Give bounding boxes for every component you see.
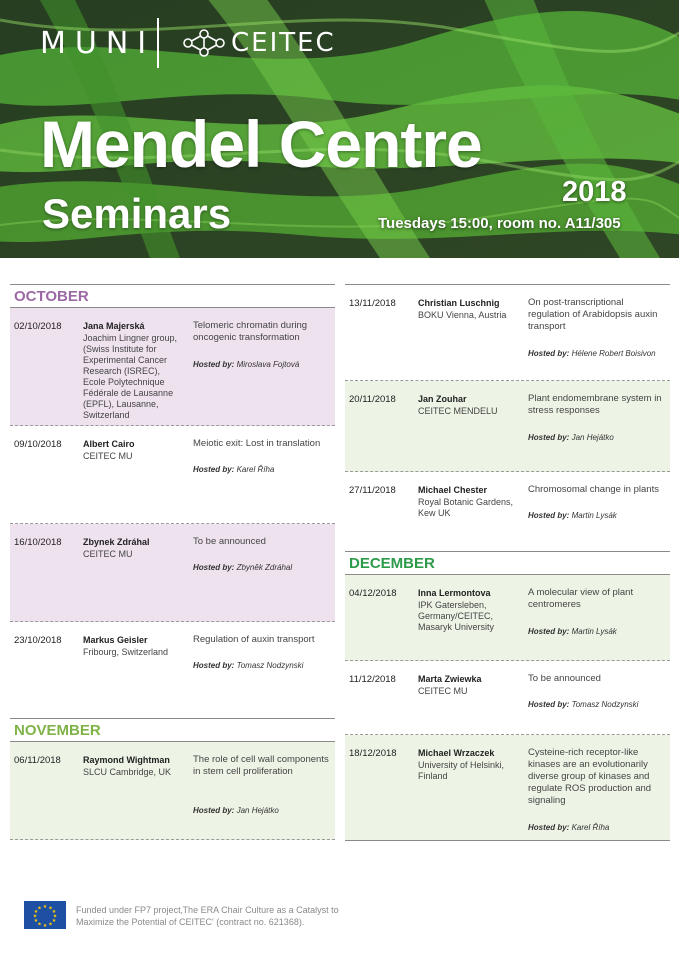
seminar-entry — [345, 285, 670, 381]
host-name: Zbyněk Zdráhal — [236, 563, 293, 572]
seminar-topic: A molecular view of plant centromeres — [528, 587, 634, 610]
svg-text:★: ★ — [51, 918, 57, 924]
seminar-date: 23/10/2018 — [14, 635, 62, 646]
seminar-entry — [10, 426, 335, 524]
host-name: Martin Lysák — [571, 511, 617, 520]
speaker-name: Jan Zouhar — [418, 394, 467, 404]
speaker-affiliation: CEITEC MU — [418, 686, 468, 696]
speaker-name: Christian Luschnig — [418, 298, 500, 308]
seminar-entry — [10, 622, 335, 718]
ceitec-logo: CEITEC — [231, 28, 336, 58]
funding-notice: Funded under FP7 project‚The ERA Chair Culture as a Catalyst to Maximize the Potential of CEITEC' (contract no. 621368). — [76, 905, 339, 927]
speaker-name: Zbynek Zdráhal — [83, 537, 150, 547]
seminar-entry — [10, 742, 335, 840]
seminar-host — [528, 432, 668, 443]
seminar-host — [193, 464, 333, 475]
svg-text:★: ★ — [42, 904, 48, 910]
speaker-name: Raymond Wightman — [83, 755, 170, 765]
svg-text:★: ★ — [52, 913, 58, 920]
year-label: 2018 — [562, 176, 627, 208]
seminar-date: 06/11/2018 — [14, 755, 61, 766]
seminar-topic: Cysteine-rich receptor-like kinases are an evolutionarily diverse group of kinases and regulate ROS production and signaling — [528, 747, 652, 806]
seminar-entry — [345, 661, 670, 735]
seminar-date: 20/11/2018 — [349, 394, 396, 405]
speaker-affiliation: CEITEC MU — [83, 451, 133, 461]
seminar-entry — [345, 735, 670, 841]
speaker-name: Jana Majerská — [83, 321, 145, 331]
host-name: Karel Říha — [236, 465, 275, 474]
host-name: Tomasz Nodzynski — [571, 700, 639, 709]
hosted-by-label: Hosted by: — [193, 360, 235, 369]
hosted-by-label: Hosted by: — [528, 700, 570, 709]
muni-logo: MUNI — [40, 26, 156, 61]
schedule-info: Tuesdays 15:00, room no. A11/305 — [378, 215, 621, 232]
svg-text:★: ★ — [33, 918, 39, 924]
seminar-date: 04/12/2018 — [349, 588, 397, 599]
seminar-topic: Telomeric chromatin during oncogenic transformation — [193, 320, 308, 343]
speaker-affiliation: BOKU Vienna, Austria — [418, 310, 507, 320]
host-name: Jan Hejátko — [571, 433, 614, 442]
seminar-host — [193, 805, 333, 816]
hosted-by-label: Hosted by: — [528, 511, 570, 520]
seminar-date: 13/11/2018 — [349, 298, 396, 309]
svg-text:★: ★ — [37, 905, 42, 912]
svg-text:★: ★ — [48, 921, 53, 928]
host-name: Miroslava Fojtová — [236, 360, 300, 369]
seminar-date: 11/12/2018 — [349, 674, 396, 685]
seminar-host — [528, 348, 668, 359]
hosted-by-label: Hosted by: — [528, 433, 570, 442]
hosted-by-label: Hosted by: — [193, 806, 235, 815]
svg-text:★: ★ — [42, 923, 48, 929]
host-name: Hélene Robert Boisivon — [571, 349, 656, 358]
seminar-host — [528, 510, 668, 521]
speaker-name: Albert Cairo — [83, 439, 135, 449]
seminar-topic: To be announced — [528, 673, 601, 684]
speaker-affiliation: Royal Botanic Gardens, Kew UK — [418, 497, 514, 518]
hosted-by-label: Hosted by: — [528, 349, 570, 358]
seminar-date: 18/12/2018 — [349, 748, 397, 759]
speaker-affiliation: Joachim Lingner group, (Swiss Institute for Experimental Cancer Research (ISREC), Ecole Polytechnique Fédérale de Lausanne (EPFL), Lausanne, Switzerland — [83, 333, 178, 420]
speaker-affiliation: SLCU Cambridge, UK — [83, 767, 172, 777]
eu-flag-icon — [24, 901, 66, 929]
svg-text:★: ★ — [48, 905, 53, 912]
seminar-topic: Meiotic exit: Lost in translation — [193, 438, 321, 449]
speaker-name: Inna Lermontova — [418, 588, 491, 598]
seminar-topic: The role of cell wall components in stem cell proliferation — [193, 754, 329, 777]
seminar-entry — [345, 472, 670, 551]
seminar-entry — [10, 524, 335, 622]
seminar-host — [528, 626, 668, 637]
seminar-entry — [10, 308, 335, 426]
right-column — [345, 284, 670, 841]
seminar-entry — [345, 381, 670, 472]
host-name: Tomasz Nodzynski — [236, 661, 304, 670]
seminar-date: 16/10/2018 — [14, 537, 62, 548]
seminar-topic: Chromosomal change in plants — [528, 484, 659, 495]
seminar-topic: On post-transcriptional regulation of Arabidopsis auxin transport — [528, 297, 658, 332]
speaker-name: Michael Wrzaczek — [418, 748, 495, 758]
speaker-affiliation: Fribourg, Switzerland — [83, 647, 169, 657]
speaker-name: Michael Chester — [418, 485, 488, 495]
hosted-by-label: Hosted by: — [193, 661, 235, 670]
svg-text:★: ★ — [37, 921, 42, 928]
hosted-by-label: Hosted by: — [528, 627, 570, 636]
logo-divider — [157, 18, 159, 68]
seminar-topic: To be announced — [193, 536, 266, 547]
svg-text:★: ★ — [32, 913, 38, 920]
seminar-host — [193, 660, 333, 671]
left-column — [10, 284, 335, 840]
host-name: Karel Říha — [571, 823, 610, 832]
seminar-date: 27/11/2018 — [349, 485, 396, 496]
speaker-affiliation: CEITEC MENDELU — [418, 406, 498, 416]
ceitec-network-icon — [182, 28, 226, 58]
page-title: Mendel Centre — [40, 107, 482, 181]
speaker-name: Markus Geisler — [83, 635, 148, 645]
seminar-date: 09/10/2018 — [14, 439, 62, 450]
seminar-entry — [345, 575, 670, 661]
hosted-by-label: Hosted by: — [193, 563, 235, 572]
hosted-by-label: Hosted by: — [528, 823, 570, 832]
month-heading-november: NOVEMBER — [10, 719, 335, 742]
seminar-host — [193, 562, 333, 573]
seminar-host — [528, 822, 668, 833]
hosted-by-label: Hosted by: — [193, 465, 235, 474]
speaker-affiliation: University of Helsinki, Finland — [418, 760, 505, 781]
host-name: Martin Lysák — [571, 627, 617, 636]
page-subtitle: Seminars — [42, 190, 232, 237]
seminar-date: 02/10/2018 — [14, 321, 62, 332]
seminar-host — [193, 359, 333, 370]
seminar-topic: Regulation of auxin transport — [193, 634, 315, 645]
header-banner — [0, 0, 679, 258]
month-heading-december: DECEMBER — [345, 552, 670, 575]
speaker-affiliation: IPK Gatersleben, Germany/CEITEC, Masaryk University — [418, 600, 495, 632]
host-name: Jan Hejátko — [236, 806, 279, 815]
speaker-affiliation: CEITEC MU — [83, 549, 133, 559]
svg-text:★: ★ — [33, 909, 39, 915]
seminar-host — [528, 699, 668, 710]
svg-text:★: ★ — [51, 909, 57, 915]
month-heading-october: OCTOBER — [10, 285, 335, 308]
speaker-name: Marta Zwiewka — [418, 674, 482, 684]
seminar-topic: Plant endomembrane system in stress responses — [528, 393, 662, 416]
